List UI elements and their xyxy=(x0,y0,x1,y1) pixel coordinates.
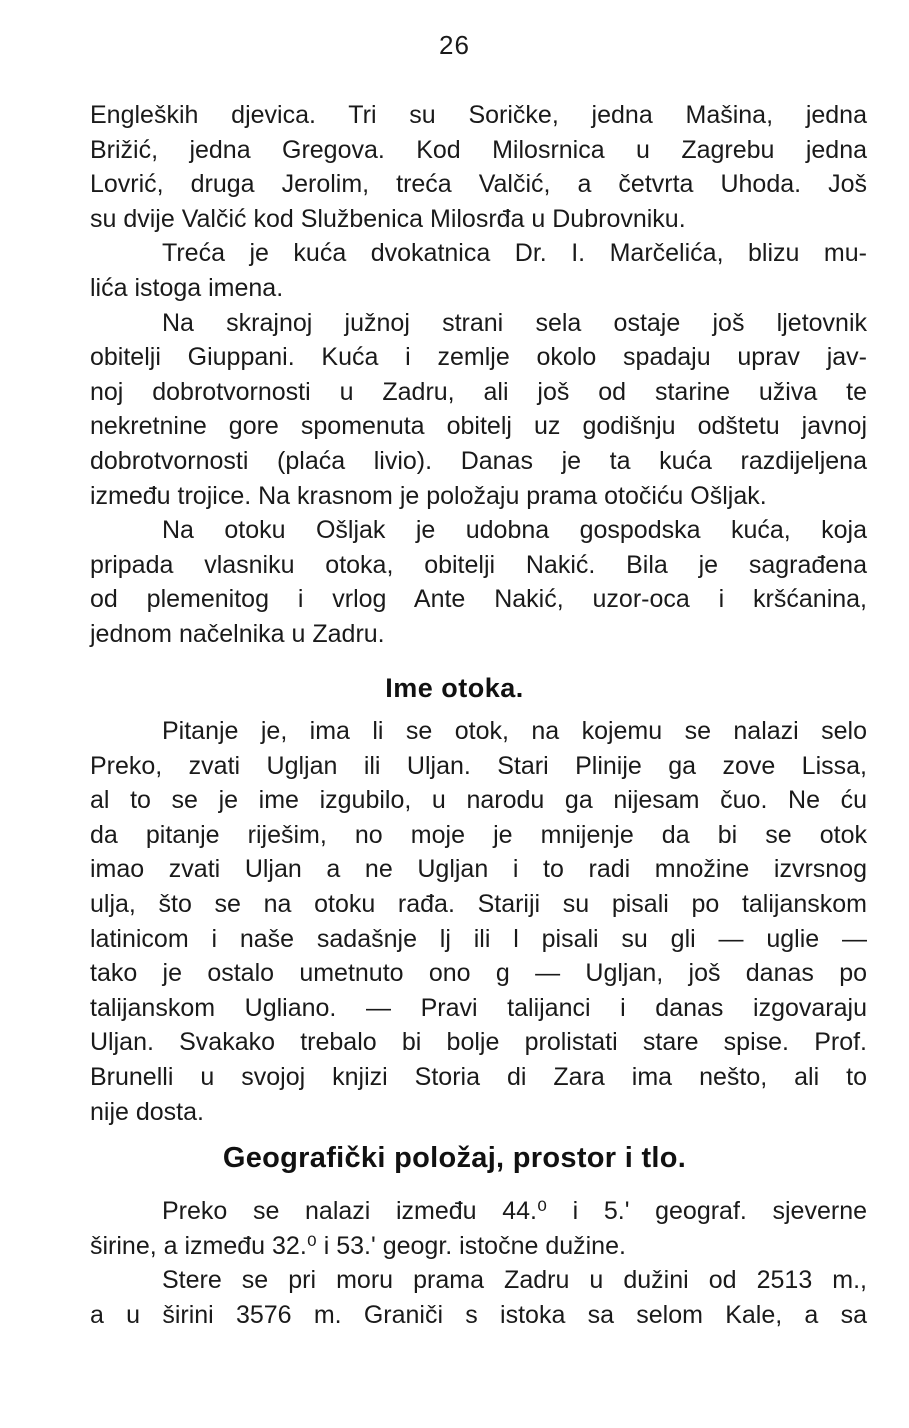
text-line: imao zvati Uljan a ne Ugljan i to radi množine izvrsnog xyxy=(90,855,867,884)
text-line: Preko se nalazi između 44.⁰ i 5.' geograf. sjeverne xyxy=(162,1197,867,1225)
text-line: tako je ostalo umetnuto ono g — Ugljan, još danas po xyxy=(90,959,867,988)
text-section-island-name xyxy=(90,714,867,1129)
text-line: su dvije Valčić kod Službenica Milosrđa u Dubrovniku. xyxy=(90,204,686,233)
text-line: Na skrajnoj južnoj strani sela ostaje još ljetovnik xyxy=(162,308,867,337)
text-line: Uljan. Svakako trebalo bi bolje prolistati stare spise. Prof. xyxy=(90,1028,867,1057)
text-line: Brižić, jedna Gregova. Kod Milosrnica u Zagrebu jedna xyxy=(90,135,867,164)
text-line: pripada vlasniku otoka, obitelji Nakić. Bila je sagrađena xyxy=(90,550,867,579)
text-line: nije dosta. xyxy=(90,1097,204,1126)
text-line: latinicom i naše sadašnje lj ili l pisali su gli — uglie — xyxy=(90,924,867,953)
section-heading-geography: Geografički položaj, prostor i tlo. xyxy=(222,1142,687,1174)
text-section-villages xyxy=(90,98,867,652)
text-line: Lovrić, druga Jerolim, treća Valčić, a četvrta Uhoda. Još xyxy=(90,170,867,199)
text-line: talijanskom Ugliano. — Pravi talijanci i danas izgovaraju xyxy=(90,993,867,1022)
text-line: dobrotvornosti (plaća livio). Danas je ta kuća razdijeljena xyxy=(90,446,867,475)
text-line: između trojice. Na krasnom je položaju prama otočiću Ošljak. xyxy=(90,481,767,510)
text-line: od plemenitog i vrlog Ante Nakić, uzor-oca i kršćanina, xyxy=(90,585,867,614)
text-line: jednom načelnika u Zadru. xyxy=(90,619,385,648)
text-line: Stere se pri moru prama Zadru u dužini od 2513 m., xyxy=(162,1266,867,1295)
text-line: širine, a između 32.⁰ i 53.' geogr. istočne dužine. xyxy=(90,1231,626,1260)
text-line: Brunelli u svojoj knjizi Storia di Zara ima nešto, ali to xyxy=(90,1062,867,1091)
page-number: 26 xyxy=(439,30,470,60)
text-line: a u širini 3576 m. Graniči s istoka sa selom Kale, a sa xyxy=(90,1300,867,1329)
text-line: Treća je kuća dvokatnica Dr. I. Marčelića, blizu mu- xyxy=(162,239,867,268)
text-line: obitelji Giuppani. Kuća i zemlje okolo spadaju uprav jav- xyxy=(90,343,867,372)
text-line: noj dobrotvornosti u Zadru, ali još od starine uživa te xyxy=(90,377,867,406)
text-line: Na otoku Ošljak je udobna gospodska kuća, koja xyxy=(162,516,867,545)
text-line: Preko, zvati Ugljan ili Uljan. Stari Plinije ga zove Lissa, xyxy=(90,751,867,780)
text-line: da pitanje riješim, no moje je mnijenje da bi se otok xyxy=(90,820,867,849)
text-line: Engleških djevica. Tri su Soričke, jedna Mašina, jedna xyxy=(90,101,867,129)
section-heading-island-name: Ime otoka. xyxy=(385,673,524,703)
text-line: lića istoga imena. xyxy=(90,273,284,302)
text-line: nekretnine gore spomenuta obitelj uz godišnju odštetu javnoj xyxy=(90,412,867,441)
text-line: ulja, što se na otoku rađa. Stariji su pisali po talijanskom xyxy=(90,889,867,918)
text-line: al to se je ime izgubilo, u narodu ga nijesam čuo. Ne ću xyxy=(90,786,867,815)
text-line: Pitanje je, ima li se otok, na kojemu se nalazi selo xyxy=(162,717,867,745)
text-section-geography xyxy=(90,1194,867,1332)
